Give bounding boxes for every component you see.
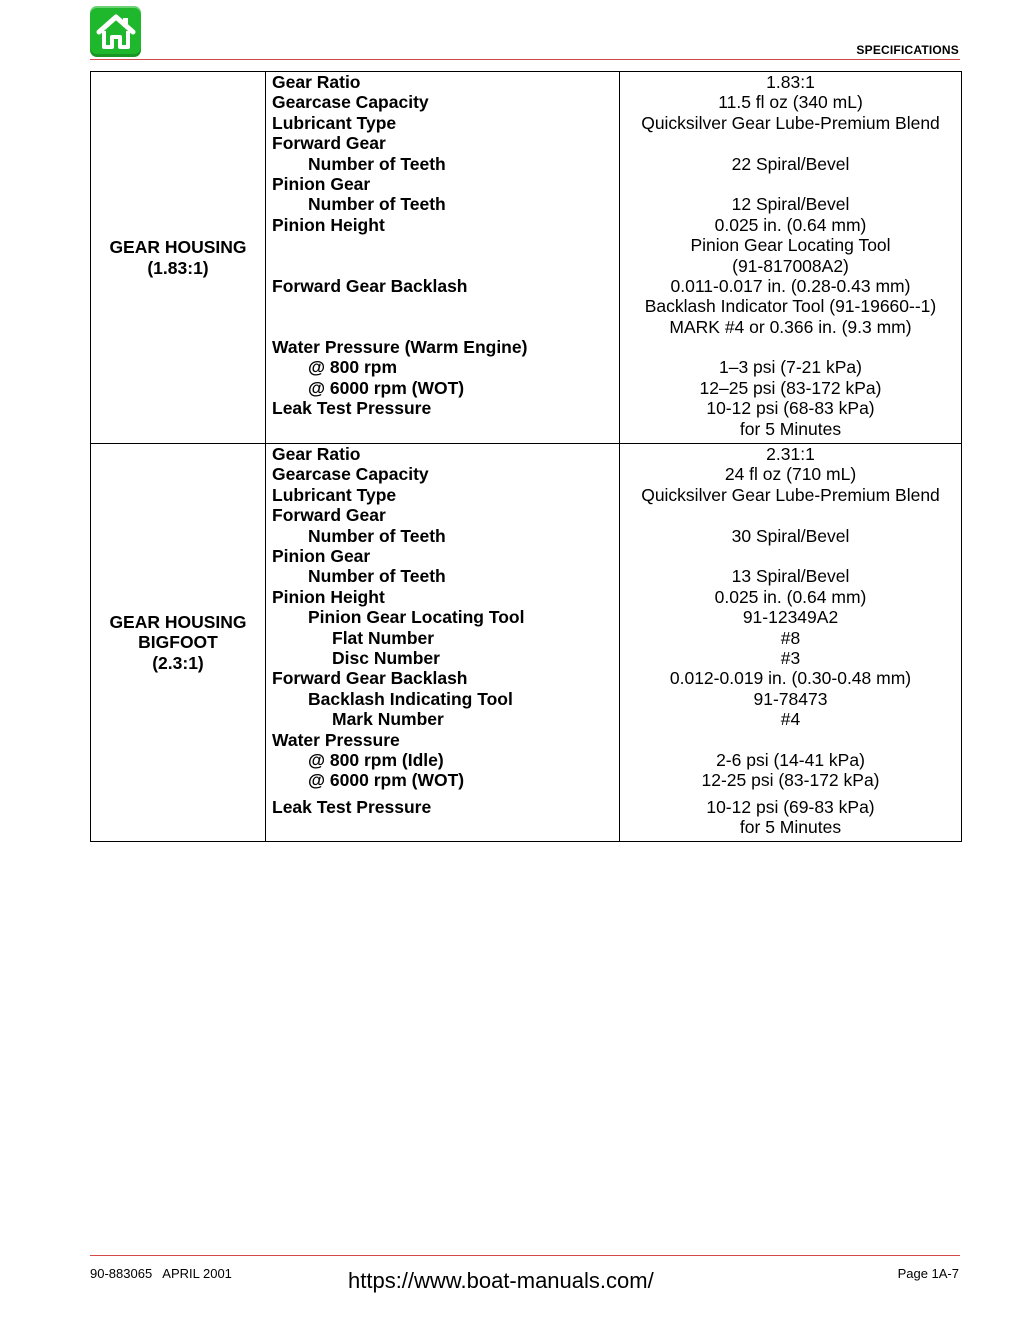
spec-value: 11.5 fl oz (340 mL): [718, 92, 863, 113]
spec-values-cell: [620, 444, 962, 842]
spec-label: Number of Teeth: [308, 566, 446, 587]
spec-label: Lubricant Type: [272, 484, 397, 505]
spec-value: 12-25 psi (83-172 kPa): [701, 770, 880, 791]
spec-value: #8: [780, 627, 801, 648]
spec-value: 0.012-0.019 in. (0.30-0.48 mm): [669, 668, 912, 689]
spec-label: @ 800 rpm: [308, 357, 398, 378]
spec-label: Number of Teeth: [308, 153, 446, 174]
table-row: [91, 72, 962, 444]
spec-label: [272, 317, 619, 337]
spec-label: Forward Gear: [272, 505, 386, 526]
home-icon: [96, 13, 136, 51]
spec-value: 0.025 in. (0.64 mm): [714, 586, 867, 607]
spec-labels-cell: [266, 444, 620, 842]
spec-label: Forward Gear: [272, 133, 386, 154]
spec-label: [272, 817, 619, 837]
spec-label: Flat Number: [332, 627, 435, 648]
source-url-link[interactable]: https://www.boat-manuals.com/: [348, 1268, 654, 1293]
spec-label: Pinion Height: [272, 214, 385, 235]
spec-label: Gear Ratio: [272, 444, 361, 465]
spec-value: 12–25 psi (83-172 kPa): [699, 377, 882, 398]
spec-value: 2-6 psi (14-41 kPa): [716, 749, 865, 770]
spec-label: @ 6000 rpm (WOT): [308, 377, 465, 398]
section-name-line: (1.83:1): [147, 257, 209, 278]
spec-value: 30 Spiral/Bevel: [731, 525, 850, 546]
section-name-line: (2.3:1): [152, 652, 204, 673]
page-header-title: SPECIFICATIONS: [856, 43, 959, 57]
spec-value: [620, 174, 961, 194]
spec-value: 24 fl oz (710 mL): [724, 464, 857, 485]
spec-value: 1.83:1: [766, 72, 815, 92]
spec-value: Backlash Indicator Tool (91-19660--1): [644, 296, 937, 317]
spec-label: Leak Test Pressure: [272, 398, 432, 419]
spec-label: Pinion Gear Locating Tool: [308, 607, 525, 628]
spec-value: [620, 133, 961, 153]
footer-divider: [90, 1255, 960, 1256]
document-reference: 90-883065 APRIL 2001: [90, 1266, 232, 1281]
spec-label: Leak Test Pressure: [272, 796, 432, 817]
spec-value: 13 Spiral/Bevel: [731, 566, 850, 587]
spec-value: 10-12 psi (69-83 kPa): [706, 796, 875, 817]
spec-value: (91-817008A2): [732, 255, 849, 276]
spec-label: Mark Number: [332, 709, 444, 730]
spec-value: 0.011-0.017 in. (0.28-0.43 mm): [670, 275, 911, 296]
section-name-line: GEAR HOUSING: [109, 237, 247, 258]
spec-label: @ 6000 rpm (WOT): [308, 770, 465, 791]
spec-value: 91-12349A2: [742, 607, 839, 628]
spec-label: [272, 296, 619, 316]
spec-value: 1–3 psi (7-21 kPa): [719, 357, 862, 378]
spec-label: Gear Ratio: [272, 72, 361, 92]
specifications-table: [90, 71, 962, 842]
spec-label: Lubricant Type: [272, 112, 397, 133]
spec-value: #4: [780, 709, 801, 730]
spec-value: [620, 337, 961, 357]
spec-value: MARK #4 or 0.366 in. (9.3 mm): [669, 316, 912, 337]
spec-label: [272, 235, 619, 255]
spec-value: 22 Spiral/Bevel: [731, 153, 850, 174]
spec-value: #3: [780, 647, 801, 668]
spec-label: @ 800 rpm (Idle): [308, 749, 444, 770]
spec-label: Backlash Indicating Tool: [308, 688, 513, 709]
section-name-cell: [91, 72, 266, 444]
spec-value: [620, 730, 961, 750]
spec-label: Forward Gear Backlash: [272, 275, 468, 296]
spec-values-cell: [620, 72, 962, 444]
spec-label: Disc Number: [332, 647, 440, 668]
spec-label: Gearcase Capacity: [272, 464, 429, 485]
spec-value: for 5 Minutes: [739, 418, 842, 439]
section-name-cell: [91, 444, 266, 842]
spec-label: Water Pressure: [272, 729, 400, 750]
spec-value: for 5 Minutes: [739, 817, 842, 838]
spec-value: Quicksilver Gear Lube-Premium Blend: [641, 112, 940, 133]
spec-label: [272, 419, 619, 439]
spec-value: [620, 505, 961, 525]
table-row: [91, 444, 962, 842]
spec-value: 2.31:1: [766, 444, 815, 465]
spec-value: 91-78473: [753, 688, 828, 709]
spec-value: [620, 546, 961, 566]
spec-label: Water Pressure (Warm Engine): [272, 337, 528, 358]
spec-label: Number of Teeth: [308, 525, 446, 546]
spec-label: Pinion Gear: [272, 173, 371, 194]
spec-labels-cell: [266, 72, 620, 444]
section-name-line: BIGFOOT: [138, 632, 218, 653]
home-button[interactable]: [90, 6, 141, 57]
header-divider: [90, 59, 960, 60]
page-number: Page 1A-7: [897, 1266, 959, 1281]
spec-label: Gearcase Capacity: [272, 92, 429, 113]
spec-value: Quicksilver Gear Lube-Premium Blend: [641, 484, 940, 505]
spec-label: Pinion Height: [272, 586, 385, 607]
spec-label: Forward Gear Backlash: [272, 668, 468, 689]
spec-label: Number of Teeth: [308, 194, 446, 215]
spec-value: 12 Spiral/Bevel: [731, 194, 850, 215]
spec-value: Pinion Gear Locating Tool: [690, 235, 891, 256]
spec-label: [272, 256, 619, 276]
spec-label: Pinion Gear: [272, 545, 371, 566]
spec-value: 0.025 in. (0.64 mm): [714, 214, 867, 235]
spec-value: 10-12 psi (68-83 kPa): [706, 398, 875, 419]
section-name-line: GEAR HOUSING: [109, 611, 247, 632]
